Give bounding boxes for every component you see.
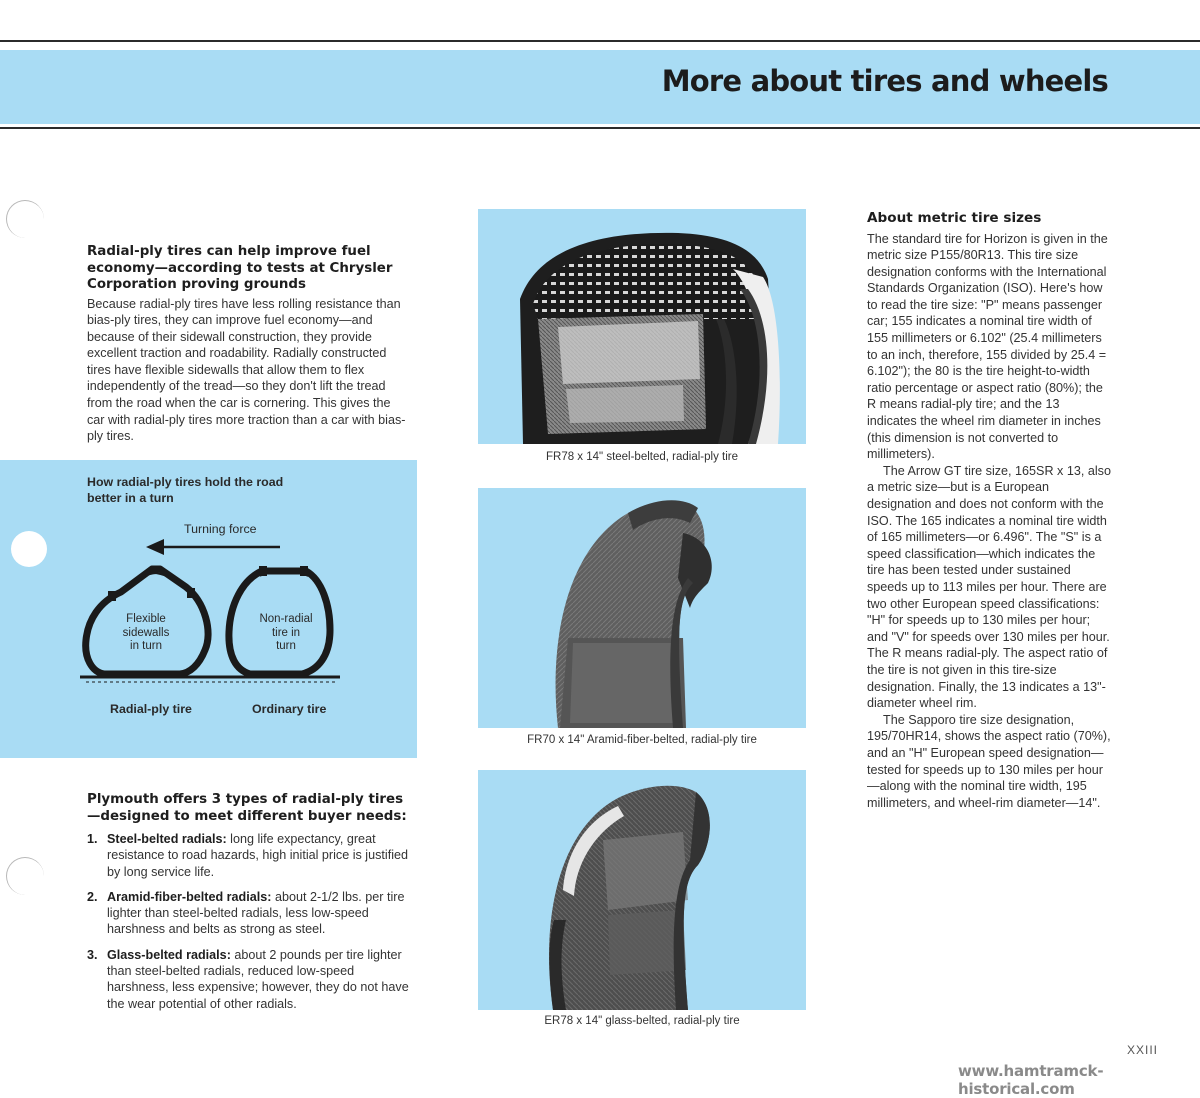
binder-hole <box>11 531 47 567</box>
types-list <box>87 831 419 1012</box>
item-number: 3. <box>87 947 98 962</box>
radial-body: Because radial-ply tires have less rolling resistance than bias-ply tires, they can improve fuel economy—and because of their sidewall construction, they provide excellent traction and roadability. Radially constructed tires have flexible sidewalls that allow them to flex independently of the tread—so they don't lift the tread from the road when the car is cornering. This gives the car with radial-ply tires more traction than a car with bias-ply tires. <box>87 296 406 444</box>
ordinary-inner-line: turn <box>276 640 296 652</box>
ordinary-bead-right <box>300 566 308 576</box>
steel-tire-image <box>478 209 806 444</box>
metric-paragraph: The Sapporo tire size designation, 195/70HR14, shows the aspect ratio (70%), and an "H" European speed designation—tested for speeds up to 130 miles per hour—along with the nominal tire width, 195 millimeters, and wheel-rim diameter—14". <box>867 712 1111 810</box>
diagram-title-line: better in a turn <box>87 490 174 505</box>
glass-tire-caption: ER78 x 14" glass-belted, radial-ply tire <box>544 1015 740 1027</box>
radial-section <box>87 244 409 445</box>
aramid-tire-image <box>478 488 806 728</box>
item-lead: Glass-belted radials: <box>107 947 231 962</box>
metric-paragraph: The standard tire for Horizon is given in the metric size P155/80R13. This tire size designation conforms with the International Standards Organization (ISO). Here's how to read the tire size: "P" means passenger car; 155 indicates a nominal tire width of 155 millimeters or 6.102" (25.4 millimeters to an inch, therefore, 155 divided by 25.4 = 6.102"); the 80 is the tire height-to-width ratio percentage or aspect ratio (80%); the R means radial-ply tire; and the 13 indicates the wheel rim diameter in inches (this dimension is not converted to millimeters). <box>867 231 1108 462</box>
radial-inner-line: in turn <box>130 640 162 652</box>
aramid-tire-caption: FR70 x 14" Aramid-fiber-belted, radial-ply tire <box>527 734 757 746</box>
banner-bottom-rule <box>0 127 1200 129</box>
item-text: about 2 pounds per tire lighter than steel-belted radials, reduced low-speed harshness, less expensive; however, they do not have the wear potential of other radials. <box>107 947 409 1011</box>
radial-inner-line: sidewalls <box>122 626 170 639</box>
ordinary-inner-line: Non-radial <box>259 613 313 625</box>
ordinary-bead-left <box>259 566 267 576</box>
steel-tire-caption: FR78 x 14" steel-belted, radial-ply tire <box>545 451 738 463</box>
item-lead: Steel-belted radials: <box>107 832 227 846</box>
list-item <box>87 947 419 1012</box>
aramid-belted-tire-photo <box>478 488 806 728</box>
item-lead: Aramid-fiber-belted radials: <box>107 889 272 904</box>
page-title: More about tires and wheels <box>661 64 1108 98</box>
types-heading <box>87 792 419 825</box>
watermark: www.hamtramck-historical.com <box>958 1062 1104 1098</box>
metric-paragraph: The Arrow GT tire size, 165SR x 13, also a metric size—but is a European designation and does not conform with the ISO. The 165 indicates a nominal tire width of 165 millimeters—or 6.496". The "S" is a speed classification—which indicates the tire has been tested under sustained speeds up to 113 miles per hour. There are two other European speed classifications: "H" for speeds up to 130 miles per hour; and "V" for speeds over 130 miles per hour. The R means radial-ply. The aspect ratio of the tire is not given in this tire-size designation. Finally, the 13 indicates a 13"-diameter wheel rim. <box>867 463 1111 711</box>
ordinary-inner-label <box>248 613 324 654</box>
page-number: XXIII <box>1127 1043 1159 1057</box>
arrow-head <box>146 539 164 555</box>
types-heading-line: —designed to meet different buyer needs: <box>87 808 407 824</box>
title-banner <box>0 50 1200 124</box>
binder-ring-top <box>6 200 44 238</box>
radial-inner-line: Flexible <box>126 613 166 625</box>
ordinary-tire-label: Ordinary tire <box>252 702 327 716</box>
ordinary-inner-line: tire in <box>271 626 301 639</box>
turning-force-label: Turning force <box>184 522 257 536</box>
radial-heading-line: Corporation proving grounds <box>87 277 306 292</box>
types-section <box>87 792 419 1021</box>
radial-diagram <box>0 460 417 758</box>
metric-heading: About metric tire sizes <box>867 210 1042 226</box>
radial-bead-left <box>108 591 116 601</box>
item-number: 1. <box>87 832 98 846</box>
diagram-art <box>0 460 417 758</box>
types-heading-line: Plymouth offers 3 types of radial-ply tires <box>87 792 404 807</box>
radial-inner-label <box>108 613 184 654</box>
item-text: long life expectancy, great resistance to road hazards, high initial price is justified by long service life. <box>107 832 409 879</box>
list-item <box>87 831 419 880</box>
radial-bead-right <box>187 588 195 598</box>
steel-belted-tire-photo <box>478 209 806 444</box>
item-number: 2. <box>87 889 98 904</box>
radial-heading-line: economy—according to tests at Chrysler <box>87 260 393 276</box>
radial-heading <box>87 244 409 294</box>
glass-belted-tire-photo <box>478 770 806 1010</box>
metric-section <box>867 210 1111 811</box>
radial-heading-line: Radial-ply tires can help improve fuel <box>87 244 371 259</box>
diagram-title-line: How radial-ply tires hold the road <box>87 475 284 489</box>
item-text: about 2-1/2 lbs. per tire lighter than steel-belted radials, less low-speed harshness and belts as strong as steel. <box>107 889 405 937</box>
binder-ring-bottom <box>6 857 44 895</box>
glass-tire-image <box>478 770 806 1010</box>
list-item <box>87 889 419 938</box>
top-rule <box>0 40 1200 42</box>
radial-tire-label: Radial-ply tire <box>110 702 192 716</box>
